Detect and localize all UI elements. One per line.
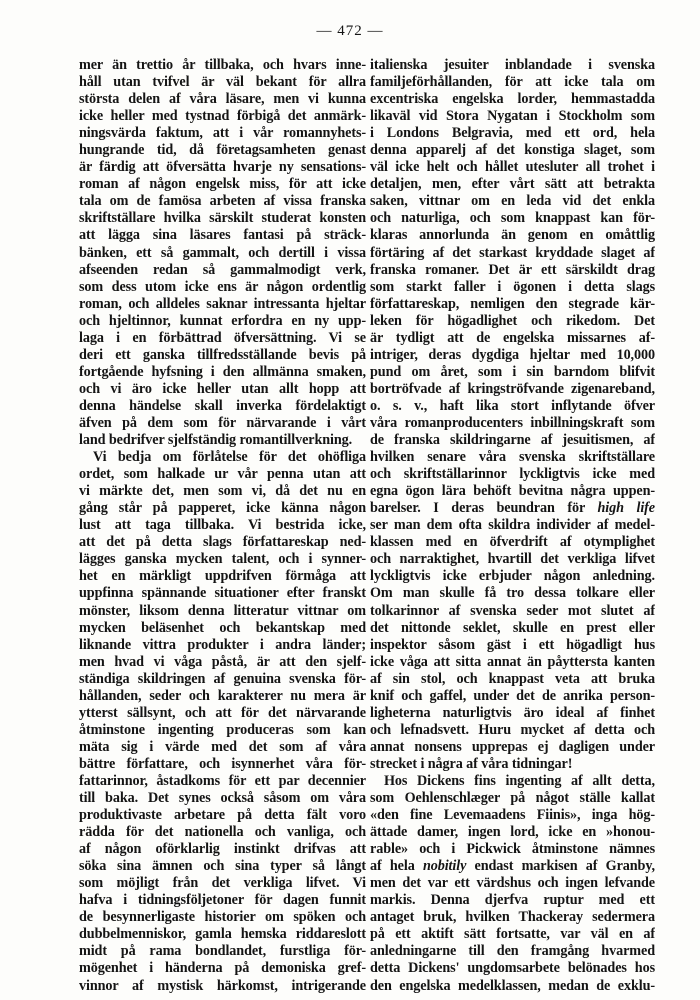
text-line: denna händelse skall inverka fördelaktigt [79, 397, 366, 414]
text-line: hafva i tidningsföljetoner för dagen funnit [79, 892, 366, 909]
text-line: ständiga skildringen af genuina svenska för- [79, 670, 366, 687]
text-line: annat nonsens upprepas ej dagligen under [370, 738, 655, 755]
text-line: och narraktighet, hvartill det verkliga lifvet [370, 551, 655, 568]
text-line: de franska skildringarne af jesuitismen, af [370, 432, 655, 449]
text-line: likaväl vid Stora Nygatan i Stockholm som [370, 108, 655, 125]
text-line: som möjligt från det verkliga lifvet. Vi [79, 875, 366, 892]
text-line: att det på detta slags författareskap ned- [79, 534, 366, 551]
text-line: söka sina ämnen och sina typer så långt [79, 858, 366, 875]
text-line: antaget bruk, hvilken Thackeray sedermera [370, 909, 655, 926]
text-line: det nittonde seklet, skulle en prest eller [370, 619, 655, 636]
text-line: ytterst sällsynt, och att för det närvarande [79, 704, 366, 721]
text-line: excentriska engelska lorder, hemmastadda [370, 91, 655, 108]
text-line: att lägga sina läsares fantasi på sträck- [79, 227, 366, 244]
text-line: bättre författare, och isynnerhet våra för- [79, 755, 366, 772]
text-line: knif och gaffel, under det de anrika person- [370, 687, 655, 704]
text-line: deri ett ganska tillfredsställande bevis på [79, 346, 366, 363]
text-line: uppfinna spännande situationer efter franskt [79, 585, 366, 602]
text-line: hållanden, seder och karakterer nu mera är [79, 687, 366, 704]
text-line: och skriftställarinnor lyckligtvis icke med [370, 466, 655, 483]
text-line: bänken, ett så gammalt, och dertill i vissa [79, 244, 366, 261]
text-line: ättade damer, ingen lord, icke en »honou- [370, 824, 655, 841]
text-line: förtäring af det starkast kryddade slaget af [370, 244, 655, 261]
text-line: markis. Denna djerfva ruptur med ett [370, 892, 655, 909]
text-line: klassen med en öfverdrift af otymplighet [370, 534, 655, 551]
text-line: till baka. Det synes också såsom om våra [79, 790, 366, 807]
italic-phrase: nobitily [422, 858, 467, 875]
text-line: och lefnadsvett. Huru mycket af detta och [370, 721, 655, 738]
text-line: men hvad vi våga påstå, är att den sjelf- [79, 653, 366, 670]
text-line: detta Dickens' ungdomsarbete belönades hos [370, 960, 655, 977]
text-line: tolkarinnor af svenska seder mot slutet af [370, 602, 655, 619]
text-line: pund om året, som i sin barndom blifvit [370, 363, 655, 380]
text-line: familjeförhållanden, för att icke tala om [370, 74, 655, 91]
text-line: rable» och i Pickwick åtminstone nämnes [370, 841, 655, 858]
text-line: som dess utom icke ens är någon ordentlig [79, 278, 366, 295]
text-line: laga i en förbättrad öfversättning. Vi se [79, 329, 366, 346]
text-line: inspektor såsom gäst i ett högadligt hus [370, 636, 655, 653]
text-line: Om man skulle få tro dessa tolkare eller [370, 585, 655, 602]
text-line: på ett aktift sätt fortsatte, var väl en af [370, 926, 655, 943]
text-line: icke våga att sitta annat än påyttersta kanten [370, 653, 655, 670]
text-line: af någon oförklarlig instinkt drifvas att [79, 841, 366, 858]
text-line: skriftställare hvilka särskilt studerat konsten [79, 210, 366, 227]
text-line: rädda för det nationella och vanliga, och [79, 824, 366, 841]
text-line: lyckligtvis icke erbjuder någon anledning. [370, 568, 655, 585]
page-number: — 472 — [316, 23, 384, 39]
text-line: i Londons Belgravia, med ett ord, hela [370, 125, 655, 142]
text-line: de besynnerligaste historier om spöken och [79, 909, 366, 926]
text-line: icke heller med tystnad förbigå det anmärk- [79, 108, 366, 125]
text-line: och hjeltinnor, kunnat erfordra en ny upp- [79, 312, 366, 329]
text-line: strecket i några af våra tidningar! [370, 755, 573, 772]
text-line: saken, vittnar om en leda vid det enkla [370, 193, 655, 210]
text-line: leken för högadlighet och rikedom. Det [370, 312, 655, 329]
text-line: roman, och alldeles saknar intressanta hjeltar [79, 295, 366, 312]
text-line: anledningarne till den framgång hvarmed [370, 943, 655, 960]
left-column [79, 57, 366, 995]
text-line: åtminstone ingenting produceras som kan [79, 721, 366, 738]
text-line: roman af någon engelsk miss, för att icke [79, 176, 366, 193]
text-line: egna ögon lära behöft bevitna några uppen- [370, 483, 655, 500]
text-line: «den fine Levemaadens Fiinis», inga hög- [370, 807, 655, 824]
text-line: Vi bedja om förlåtelse för det ohöfliga [93, 449, 366, 466]
text-line: ligheterna naturligtvis äro ideal af finhet [370, 704, 655, 721]
text-line: ordet, som halkade ur vår penna utan att [79, 466, 366, 483]
text-line: ningsvärda faktum, att i vår romannyhets- [79, 125, 366, 142]
text-line: vi märkte det, men som vi, då det nu en [79, 483, 366, 500]
text-line: klaras annorlunda än genom en omåttlig [370, 227, 655, 244]
text-line: håll utan tvifvel är väl bekant för allra [79, 74, 366, 91]
text-line: äfven på dem som för närvarande i vårt [79, 414, 366, 431]
text-line: Hos Dickens fins ingenting af allt detta, [384, 772, 655, 789]
text-line: våra romanproducenters inbillningskraft som [370, 414, 655, 431]
text-line: som starkt faller i ögonen i detta slags [370, 278, 655, 295]
text-line: denna apparelj af det konstiga slaget, som [370, 142, 655, 159]
text-line: detaljen, men, efter vårt sätt att betrakta [370, 176, 655, 193]
text-line: af hela nobitily endast markisen af Granby, [370, 858, 655, 875]
text-line: hungrande tid, då företagsamheten genast [79, 142, 366, 159]
text-line: intriger, deras dygdiga hjeltar med 10,000 [370, 346, 655, 363]
text-line: och vi äro icke heller utan allt hopp att [79, 380, 366, 397]
text-line: hvilken senare våra svenska skriftställare [370, 449, 655, 466]
text-line: lägges ganska mycken talent, och i synner- [79, 551, 366, 568]
text-line: den engelska medelklassen, medan de exklu- [370, 977, 655, 994]
text-line: ser man dem ofta skildra individer af medel- [370, 517, 655, 534]
text-line: största delen af våra läsare, men vi kunna [79, 91, 366, 108]
text-line: fattarinnor, åstadkoms för ett par decennier [79, 772, 366, 789]
text-line: af sin stol, och knappast veta att bruka [370, 670, 655, 687]
right-column [370, 57, 655, 995]
text-line: liknande vittra produkter i andra länder; [79, 636, 366, 653]
text-line: som Oehlenschlæger på något ställe kallat [370, 790, 655, 807]
italic-phrase: high life [597, 500, 655, 517]
text-line: författareskap, nemligen den stegrade kär- [370, 295, 655, 312]
text-line: land bedrifver sjelfständig romantillverkning. [79, 432, 353, 449]
text-line: är färdig att öfversätta hvarje ny sensations- [79, 159, 366, 176]
text-line: italienska jesuiter inblandade i svenska [370, 57, 655, 73]
text-line: gång står på papperet, icke känna någon [79, 500, 366, 517]
text-line: franska romaner. Det är ett särskildt drag [370, 261, 655, 278]
text-line: dubbelmenniskor, gamla hemska riddareslott [79, 926, 366, 943]
text-line: men det var ett värdshus och ingen lefvande [370, 875, 655, 892]
text-line: produktivaste arbetare på detta fält voro [79, 807, 366, 824]
text-line: mäta sig i värde med det som af våra [79, 738, 366, 755]
text-line: mögenhet i händerna på demoniska gref- [79, 960, 366, 977]
text-line: och naturliga, och som knappast kan för- [370, 210, 655, 227]
text-line: bortröfvade af kringströfvande zigenareband, [370, 380, 655, 397]
text-line: väl icke helt och hållet utesluter all trohet i [370, 159, 655, 176]
text-line: lust att taga tillbaka. Vi bestrida icke, [79, 517, 366, 534]
text-line: mönster, liksom denna litteratur vittnar om [79, 602, 366, 619]
text-line: vinnor af mystisk härkomst, intrigerande [79, 977, 366, 994]
text-line: är tydligt att de engelska missarnes af- [370, 329, 655, 346]
text-line: het en märkligt uppdrifven förmåga att [79, 568, 366, 585]
text-line: midt på rama bondlandet, furstliga för- [79, 943, 366, 960]
text-line: mycken beläsenhet och bekantskap med [79, 619, 366, 636]
text-line: mer än trettio år tillbaka, och hvars inne- [79, 57, 366, 73]
text-line: o. s. v., haft lika stort inflytande öfver [370, 397, 655, 414]
text-line: barelser. I deras beundran för high life [370, 500, 655, 517]
text-line: tala om de famösa arbeten af vissa franska [79, 193, 366, 210]
text-line: afseenden redan så gammalmodigt verk, [79, 261, 366, 278]
text-line: fortgående hyfsning i den allmänna smaken, [79, 363, 366, 380]
